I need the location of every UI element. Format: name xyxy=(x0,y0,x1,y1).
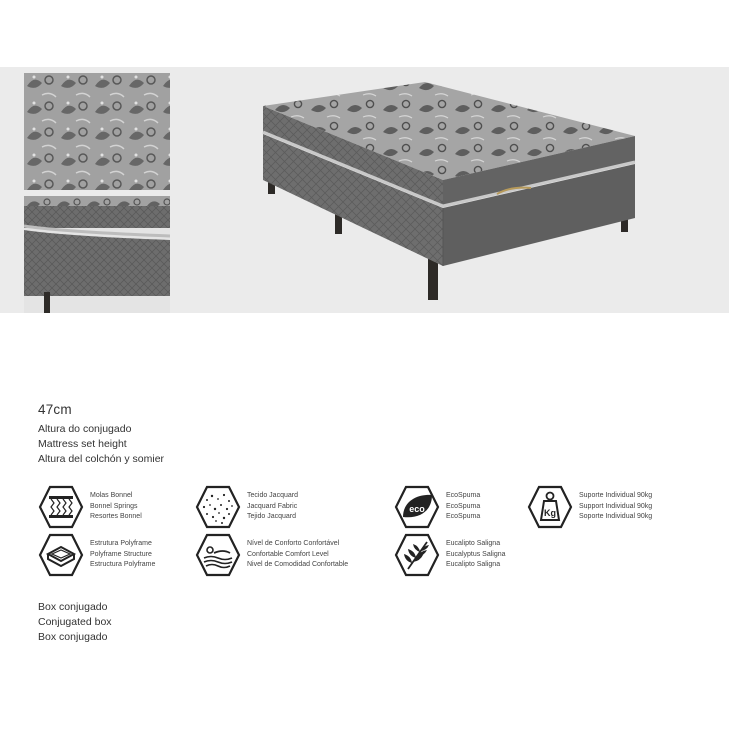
polyframe-structure-icon xyxy=(38,532,84,578)
height-info xyxy=(38,402,164,467)
mattress-fabric-closeup-image xyxy=(24,73,170,190)
feature-label: Soporte Individual 90kg xyxy=(579,513,653,521)
feature-eucalyptus-saligna xyxy=(394,532,506,578)
eco-icon-text: eco xyxy=(409,504,425,514)
feature-label: Estructura Polyframe xyxy=(90,561,156,569)
kg-icon-text: Kg xyxy=(544,508,556,518)
feature-label: Polyframe Structure xyxy=(90,550,152,558)
feature-polyframe-structure xyxy=(38,532,155,578)
feature-label: Eucalyptus Saligna xyxy=(446,550,506,558)
feature-label: Resortes Bonnel xyxy=(90,513,142,521)
feature-jacquard-fabric xyxy=(195,484,298,530)
feature-label: Eucalipto Saligna xyxy=(446,540,501,548)
feature-label: Nível de Conforto Confortável xyxy=(247,540,340,548)
feature-label: Nivel de Comodidad Confortable xyxy=(247,561,349,569)
feature-label: Estrutura Polyframe xyxy=(90,540,152,548)
feature-label: Tejido Jacquard xyxy=(247,513,297,521)
height-label: Mattress set height xyxy=(38,438,127,450)
feature-label: Confortable Comfort Level xyxy=(247,550,329,558)
height-value: 47cm xyxy=(38,402,72,417)
feature-ecospuma xyxy=(394,484,480,530)
bonnel-springs-icon xyxy=(38,484,84,530)
feature-label: Tecido Jacquard xyxy=(247,492,298,500)
feature-support-90kg xyxy=(527,484,652,530)
height-label: Altura del colchón y somier xyxy=(38,453,165,465)
comfort-level-icon xyxy=(195,532,241,578)
feature-label: EcoSpuma xyxy=(446,502,481,510)
box-base-closeup-image xyxy=(24,196,170,313)
feature-label: Eucalipto Saligna xyxy=(446,561,501,569)
feature-label: EcoSpuma xyxy=(446,513,481,521)
feature-label: Jacquard Fabric xyxy=(247,502,298,510)
height-label: Altura do conjugado xyxy=(38,423,132,435)
weight-kg-icon xyxy=(527,484,573,530)
eucalyptus-branch-icon xyxy=(394,532,440,578)
feature-label: Molas Bonnel xyxy=(90,492,133,500)
feature-label: Suporte Individual 90kg xyxy=(579,492,653,500)
feature-label: Bonnel Springs xyxy=(90,502,138,510)
feature-label: EcoSpuma xyxy=(446,492,481,500)
feature-label: Support Individual 90kg xyxy=(579,502,653,510)
eco-leaf-icon xyxy=(394,484,440,530)
feature-bonnel-springs xyxy=(38,484,142,530)
jacquard-fabric-icon xyxy=(195,484,241,530)
feature-comfort-level xyxy=(195,532,348,578)
mattress-set-image xyxy=(235,76,665,306)
box-type-label: Box conjugado xyxy=(38,601,108,613)
box-type-info xyxy=(38,600,112,645)
box-type-label: Conjugated box xyxy=(38,616,112,628)
box-type-label: Box conjugado xyxy=(38,631,108,643)
